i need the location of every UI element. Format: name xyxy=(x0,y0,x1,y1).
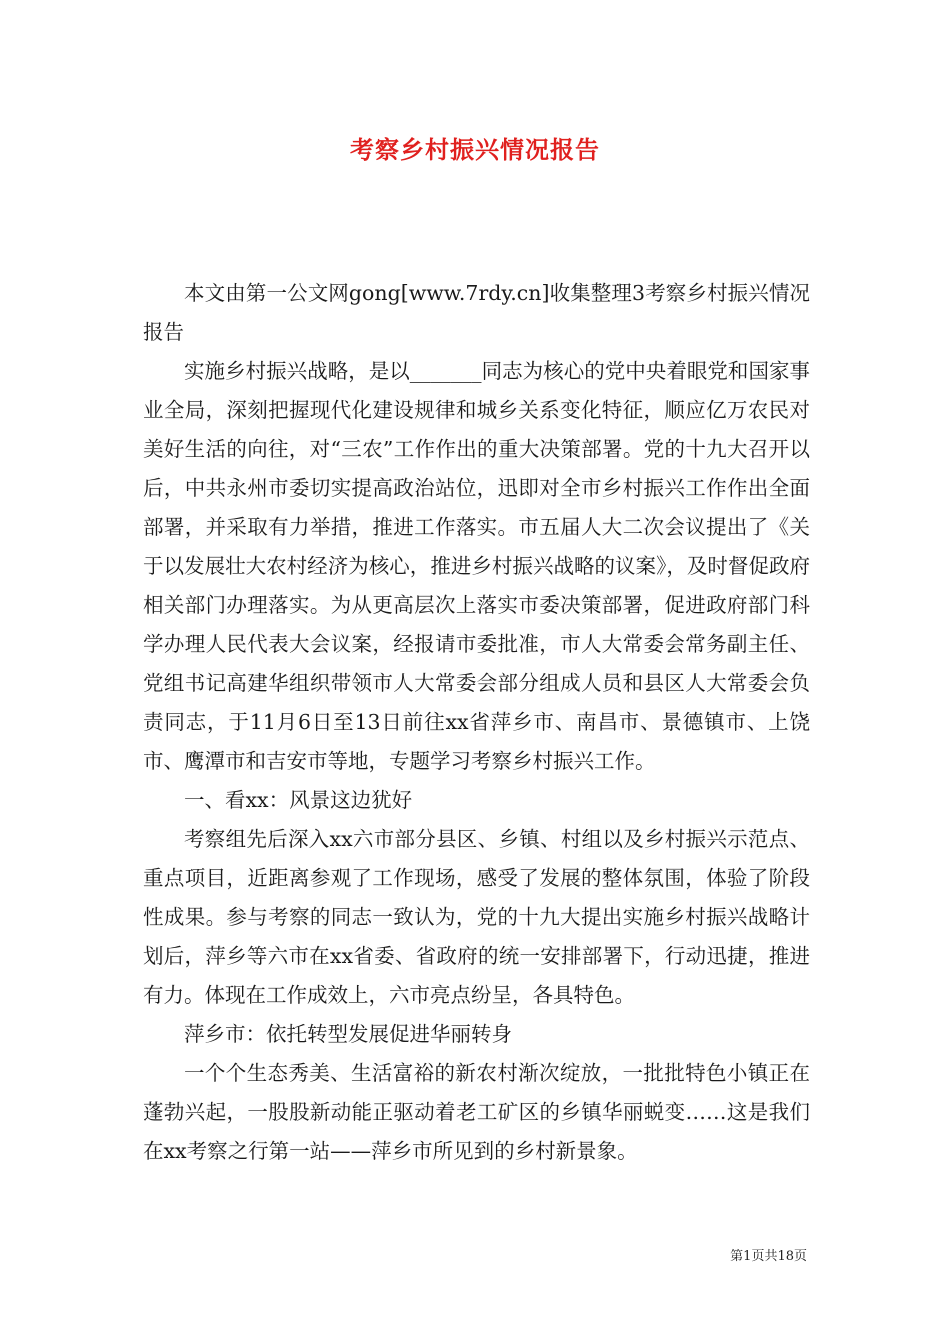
paragraph-pingxiang: 一个个生态秀美、生活富裕的新农村渐次绽放，一批批特色小镇正在蓬勃兴起，一股股新动能正驱动着老工矿区的乡镇华丽蜕变……这是我们在xx考察之行第一站——萍乡市所见到的乡村新景象。 xyxy=(143,1061,810,1163)
paragraph-inspection: 考察组先后深入xx六市部分县区、乡镇、村组以及乡村振兴示范点、重点项目，近距离参观了工作现场，感受了发展的整体氛围，体验了阶段性成果。参与考察的同志一致认为，党的十九大提出实施乡村振兴战略计划后，萍乡等六市在xx省委、省政府的统一安排部署下，行动迅捷，推进有力。体现在工作成效上，六市亮点纷呈，各具特色。 xyxy=(143,827,810,1007)
subsection-heading-pingxiang: 萍乡市：依托转型发展促进华丽转身 xyxy=(184,1022,512,1046)
paragraph-intro: 本文由第一公文网gong[www.7rdy.cn]收集整理3考察乡村振兴情况报告 xyxy=(143,281,810,344)
document-body xyxy=(143,274,810,1171)
page-title: 考察乡村振兴情况报告 xyxy=(350,135,600,164)
page-number: 第1页共18页 xyxy=(730,1249,807,1264)
paragraph-strategy: 实施乡村振兴战略，是以_______同志为核心的党中央着眼党和国家事业全局，深刻把握现代化建设规律和城乡关系变化特征，顺应亿万农民对美好生活的向往，对“三农”工作作出的重大决策部署。党的十九大召开以后，中共永州市委切实提高政治站位，迅即对全市乡村振兴工作作出全面部署，并采取有力举措，推进工作落实。市五届人大二次会议提出了《关于以发展壮大农村经济为核心，推进乡村振兴战略的议案》，及时督促政府相关部门办理落实。为从更高层次上落实市委决策部署，促进政府部门科学办理人民代表大会议案，经报请市委批准，市人大常委会常务副主任、党组书记高建华组织带领市人大常委会部分组成人员和县区人大常委会负责同志，于11月6日至13日前往xx省萍乡市、南昌市、景德镇市、上饶市、鹰潭市和吉安市等地，专题学习考察乡村振兴工作。 xyxy=(143,359,810,773)
section-heading-1: 一、看xx：风景这边犹好 xyxy=(184,788,413,812)
